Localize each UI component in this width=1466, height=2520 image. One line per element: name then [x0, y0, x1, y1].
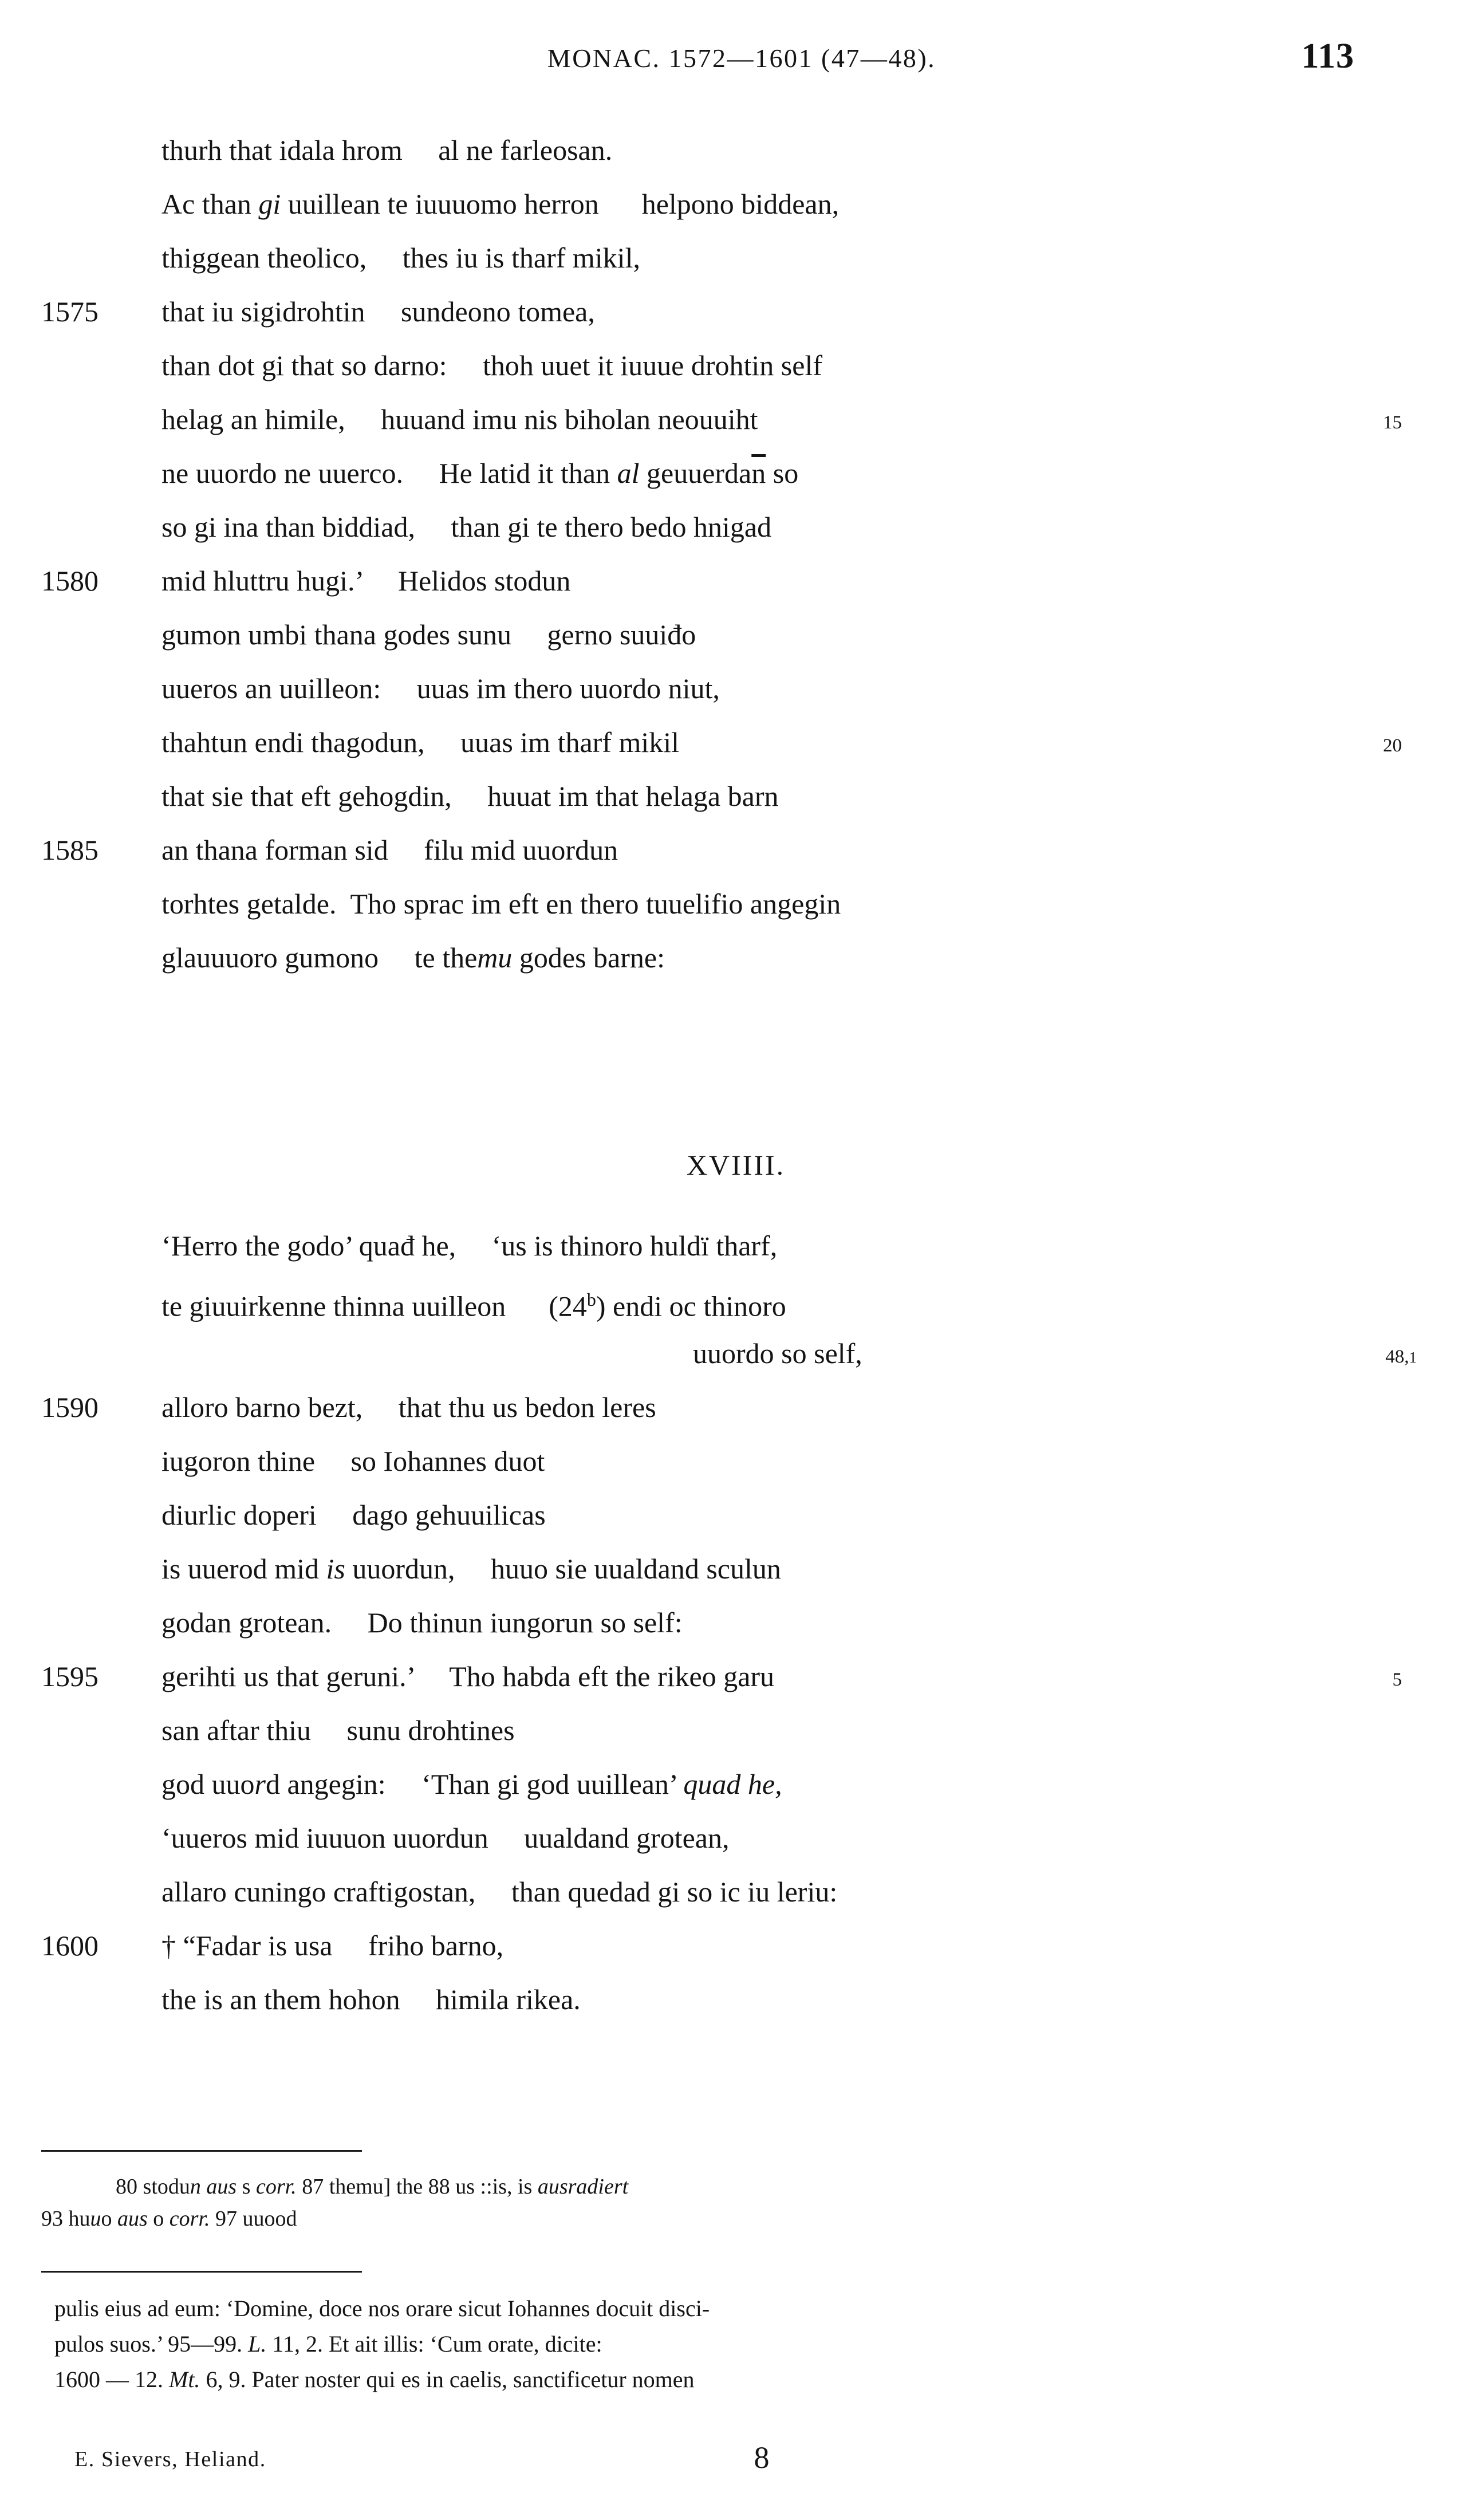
verse-line-text: ‘uueros mid iuuuon uuordun uualdand grotean, [161, 1822, 730, 1854]
verse-line-text: diurlic doperi dago gehuuilicas [161, 1499, 546, 1531]
verse-line-text: is uuerod mid is uuordun, huuo sie uualdand sculun [161, 1553, 781, 1585]
apparatus-rule [41, 2150, 362, 2152]
verse-line-number: 1595 [41, 1660, 98, 1692]
page-number: 113 [1301, 37, 1354, 76]
verse-line [0, 177, 1466, 231]
verse-line-text: thurh that idala hrom al ne farleosan. [161, 134, 613, 166]
verse-line [0, 1488, 1466, 1542]
verse-line [0, 1542, 1466, 1596]
verse-line [0, 877, 1466, 931]
verse-line-text: that sie that eft gehogdin, huuat im that helaga barn [161, 780, 779, 812]
verse-block-lower [0, 1219, 1466, 2026]
verse-line [0, 1865, 1466, 1919]
verse-line [0, 392, 1466, 446]
verse-line [0, 554, 1466, 608]
verse-line-text: alloro barno bezt, that thu us bedon leres [161, 1391, 656, 1423]
verse-line [0, 662, 1466, 715]
manuscript-line-marker: 15 [1383, 412, 1402, 433]
manuscript-line-marker: 48,1 [1385, 1346, 1417, 1367]
verse-line [0, 1273, 1466, 1326]
verse-line [0, 823, 1466, 877]
verse-line-text: uuordo so self, [693, 1337, 862, 1369]
verse-line [0, 769, 1466, 823]
latin-source-note [54, 2291, 1377, 2397]
verse-line [0, 1219, 1466, 1273]
verse-line [0, 1757, 1466, 1811]
verse-line-text: an thana forman sid filu mid uuordun [161, 834, 618, 866]
manuscript-line-marker: 5 [1392, 1670, 1402, 1690]
verse-line-number: 1580 [41, 565, 98, 597]
quire-number: 8 [754, 2440, 770, 2475]
latin-note-line: 1600 — 12. Mt. 6, 9. Pater noster qui es in caelis, sanctificetur nomen [54, 2367, 695, 2392]
verse-line [0, 931, 1466, 985]
verse-line [0, 1811, 1466, 1865]
verse-line-text: that iu sigidrohtin sundeono tomea, [161, 296, 595, 328]
latin-note-line: pulos suos.’ 95—99. L. 11, 2. Et ait illis: ‘Cum orate, dicite: [54, 2331, 602, 2357]
latin-note-rule [41, 2271, 362, 2273]
latin-note-line: pulis eius ad eum: ‘Domine, doce nos orare sicut Iohannes docuit disci- [54, 2295, 710, 2321]
verse-line [0, 1649, 1466, 1703]
verse-line [0, 1596, 1466, 1649]
verse-line-text: allaro cuningo craftigostan, than quedad gi so ic iu leriu: [161, 1876, 838, 1908]
verse-line [0, 608, 1466, 662]
verse-line [0, 715, 1466, 769]
running-head [0, 37, 1466, 83]
verse-line-text: the is an them hohon himila rikea. [161, 1983, 581, 2015]
verse-line-text: gerihti us that geruni.’ Tho habda eft the rikeo garu [161, 1660, 775, 1692]
verse-line-text: thahtun endi thagodun, uuas im tharf mikil [161, 726, 680, 758]
verse-line-text: godan grotean. Do thinun iungorun so self: [161, 1606, 683, 1639]
verse-line-text: thiggean theolico, thes iu is tharf mikil, [161, 242, 640, 274]
verse-line [0, 1434, 1466, 1488]
manuscript-line-marker: 20 [1383, 735, 1402, 756]
verse-line-text: Ac than gi uuillean te iuuuomo herron helpono biddean, [161, 188, 840, 220]
verse-line [0, 1972, 1466, 2026]
verse-line [0, 231, 1466, 285]
verse-line-text: gumon umbi thana godes sunu gerno suuiđo [161, 619, 696, 651]
page-footer [0, 2440, 1466, 2487]
verse-line-text: uueros an uuilleon: uuas im thero uuordo niut, [161, 672, 720, 704]
verse-line-text: glauuuoro gumono te themu godes barne: [161, 942, 665, 974]
verse-line-text: helag an himile, huuand imu nis biholan neouuiht [161, 403, 758, 435]
verse-line [0, 446, 1466, 500]
verse-line-text: te giuuirkenne thinna uuilleon (24$^b$) endi oc thinoro [161, 1289, 786, 1322]
verse-block-upper [0, 123, 1466, 985]
verse-line-text: ‘Herro the godo’ quađ he, ‘us is thinoro huldï tharf, [161, 1230, 778, 1262]
verse-line-text: so gi ina than biddiad, than gi te thero bedo hnigad [161, 511, 772, 543]
section-heading: XVIIII. [686, 1149, 786, 1181]
verse-line-text: torhtes getalde. Tho sprac im eft en thero tuuelifio angegin [161, 888, 841, 920]
verse-line-text: than dot gi that so darno: thoh uuet it iuuue drohtin self [161, 349, 823, 381]
verse-line [0, 1703, 1466, 1757]
critical-apparatus [41, 2171, 1381, 2235]
verse-line-number: 1600 [41, 1930, 98, 1962]
apparatus-line: 80 stodun aus s corr. 87 themu] the 88 us ::is, is ausradiert [116, 2175, 629, 2199]
verse-line-text: ne uuordo ne uuerco. He latid it than al $geuuerda\overline{n}$ so [161, 457, 799, 489]
verse-line-text: mid hluttru hugi.’ Helidos stodun [161, 565, 571, 597]
verse-line-number: 1590 [41, 1391, 98, 1423]
verse-line [0, 338, 1466, 392]
running-head-title: MONAC. 1572—1601 (47—48). [547, 44, 936, 73]
verse-line [0, 1380, 1466, 1434]
verse-line [0, 1919, 1466, 1972]
verse-line [0, 123, 1466, 177]
verse-line-text: † “Fadar is usa friho barno, [161, 1930, 504, 1962]
verse-line-text: god uuord angegin: ‘Than gi god uuillean’ quad he, [161, 1768, 782, 1800]
verse-line [0, 285, 1466, 338]
verse-line-text: iugoron thine so Iohannes duot [161, 1445, 545, 1477]
apparatus-line: 93 huuo aus o corr. 97 uuood [41, 2207, 297, 2231]
verse-line-number: 1575 [41, 296, 98, 328]
verse-line [0, 1326, 1466, 1380]
verse-line-text: san aftar thiu sunu drohtines [161, 1714, 515, 1746]
book-signature: E. Sievers, Heliand. [74, 2447, 266, 2471]
verse-line [0, 500, 1466, 554]
verse-line-number: 1585 [41, 834, 98, 866]
